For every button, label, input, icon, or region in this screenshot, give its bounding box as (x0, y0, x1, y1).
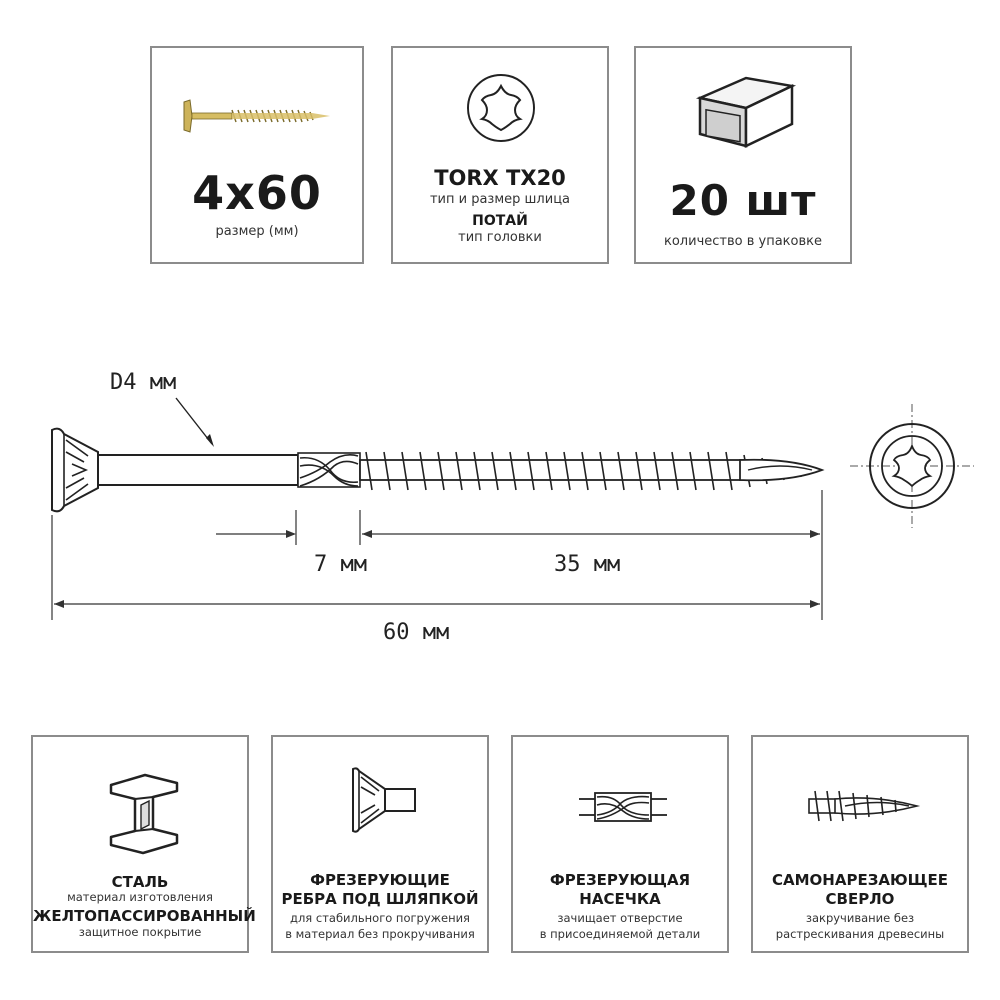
size-caption: размер (мм) (215, 224, 299, 239)
feature-ribs-caption2: в материал без прокручивания (285, 927, 475, 941)
drive-caption: тип и размер шлица (429, 192, 571, 207)
feature-drill-caption2: растрескивания древесины (775, 927, 945, 941)
feature-steel-caption2: защитное покрытие (78, 925, 202, 939)
feature-card-ribs (271, 735, 489, 953)
feature-drill-title1: САМОНАРЕЗАЮЩЕЕ (772, 871, 948, 889)
end-view-icon (850, 404, 974, 528)
head-value: ПОТАЙ (472, 213, 528, 229)
feature-steel-caption1: материал изготовления (67, 890, 213, 904)
thread-length-label: 35 мм (554, 552, 621, 577)
feature-steel-title2: ЖЕЛТОПАССИРОВАННЫЙ (33, 907, 256, 925)
feature-knurl-title1: ФРЕЗЕРУЮЩАЯ (549, 871, 691, 889)
feature-card-drill (751, 735, 969, 953)
total-length-label: 60 мм (383, 620, 450, 645)
feature-drill-caption1: закручивание без (805, 911, 915, 925)
screw-shank (98, 455, 298, 485)
feature-steel-title1: СТАЛЬ (111, 873, 169, 891)
knurl-icon (575, 787, 671, 827)
qty-caption: количество в упаковке (664, 234, 822, 249)
drill-tip-icon (805, 785, 921, 829)
diameter-label: D4 мм (110, 370, 177, 395)
unthreaded-length-label: 7 мм (314, 552, 367, 577)
qty-value: 20 шт (669, 176, 817, 225)
feature-drill-title2: СВЕРЛО (825, 890, 895, 908)
head-ribs-icon (349, 765, 419, 835)
feature-knurl-caption1: зачищает отверстие (557, 911, 683, 925)
feature-knurl-title2: НАСЕЧКА (579, 890, 661, 908)
feature-ribs-title2: РЕБРА ПОД ШЛЯПКОЙ (281, 890, 479, 908)
feature-knurl-caption2: в присоединяемой детали (539, 927, 701, 941)
drive-value: TORX TX20 (434, 166, 566, 190)
head-caption: тип головки (458, 230, 542, 245)
feature-card-steel (31, 735, 256, 953)
steel-beam-icon (105, 771, 185, 861)
screw-head (52, 429, 98, 512)
size-value: 4x60 (192, 166, 322, 220)
feature-ribs-caption1: для стабильного погружения (290, 911, 470, 925)
feature-card-knurl (511, 735, 729, 953)
feature-ribs-title1: ФРЕЗЕРУЮЩИЕ (310, 871, 450, 889)
